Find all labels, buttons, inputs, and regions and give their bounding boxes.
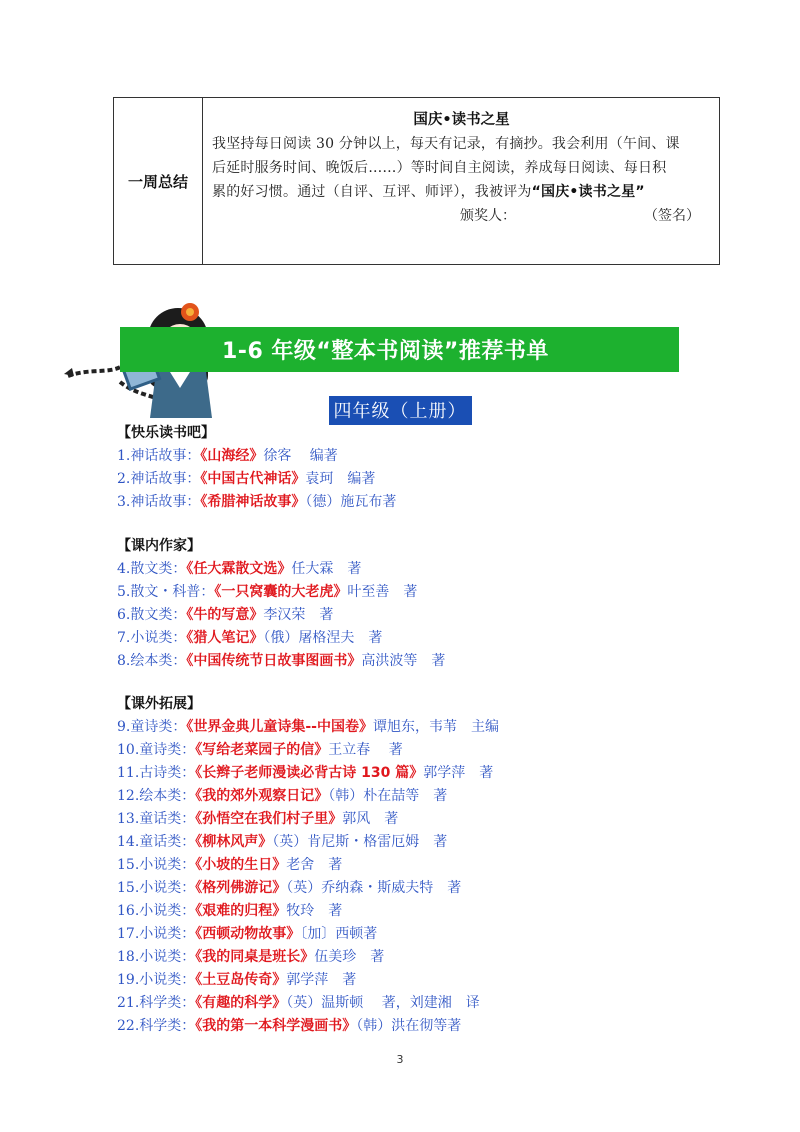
summary-award-highlight: “国庆•读书之星” — [531, 184, 645, 200]
grade-label: 四年级（上册） — [329, 396, 472, 425]
signature-label: （签名） — [644, 208, 700, 224]
book-item: 15.小说类：《格列佛游记》（英）乔纳森・斯威夫特 著 — [117, 880, 462, 896]
book-item: 11.古诗类：《长辫子老师漫读必背古诗 130 篇》郭学萍 著 — [117, 765, 494, 781]
book-item: 19.小说类：《土豆岛传奇》郭学萍 著 — [117, 972, 357, 988]
book-item: 10.童诗类：《写给老菜园子的信》王立春 著 — [117, 742, 403, 758]
weekly-summary-table — [113, 97, 720, 265]
book-item: 8.绘本类：《中国传统节日故事图画书》高洪波等 著 — [117, 653, 446, 669]
book-item: 22.科学类：《我的第一本科学漫画书》（韩）洪在彻等著 — [117, 1018, 462, 1034]
summary-label: 一周总结 — [114, 98, 203, 264]
book-item: 15.小说类：《小坡的生日》老舍 著 — [117, 857, 343, 873]
book-item: 14.童话类：《柳林风声》（英）肯尼斯・格雷厄姆 著 — [117, 834, 448, 850]
book-item: 17.小说类：《西顿动物故事》〔加〕西顿著 — [117, 926, 378, 942]
book-item: 13.童话类：《孙悟空在我们村子里》郭风 著 — [117, 811, 399, 827]
page-number: 3 — [396, 1053, 404, 1066]
signature-line — [212, 204, 711, 228]
book-item: 21.科学类：《有趣的科学》（英）温斯顿 著，刘建湘 译 — [117, 995, 480, 1011]
book-item: 16.小说类：《艰难的归程》牧玲 著 — [117, 903, 343, 919]
section-textbook-authors — [117, 535, 445, 673]
section-heading: 【课内作家】 — [117, 538, 201, 554]
section-happy-reading — [117, 422, 396, 514]
summary-line-1: 我坚持每日阅读 30 分钟以上，每天有记录，有摘抄。我会利用（午间、课 — [212, 136, 680, 152]
book-item: 2.神话故事：《中国古代神话》袁珂 编著 — [117, 471, 376, 487]
book-item: 4.散文类：《任大霖散文选》任大霖 著 — [117, 561, 362, 577]
section-heading: 【课外拓展】 — [117, 696, 201, 712]
book-item: 6.散文类：《牛的写意》李汉荣 著 — [117, 607, 334, 623]
summary-line-3 — [212, 180, 711, 204]
summary-line-2: 后延时服务时间、晚饭后……）等时间自主阅读，养成每日阅读、每日积 — [212, 160, 667, 176]
book-item: 9.童诗类：《世界金典儿童诗集--中国卷》谭旭东，韦苇 主编 — [117, 719, 499, 735]
section-extracurricular — [117, 693, 499, 1038]
summary-title: 国庆•读书之星 — [413, 112, 510, 128]
section-heading: 【快乐读书吧】 — [117, 425, 215, 441]
book-item: 1.神话故事：《山海经》徐客 编著 — [117, 448, 338, 464]
reading-list-banner — [120, 327, 679, 372]
book-item: 5.散文・科普：《一只窝囊的大老虎》叶至善 著 — [117, 584, 418, 600]
book-item: 18.小说类：《我的同桌是班长》伍美珍 著 — [117, 949, 385, 965]
book-item: 12.绘本类：《我的郊外观察日记》（韩）朴在喆等 著 — [117, 788, 448, 804]
awarder-label: 颁奖人： — [460, 208, 516, 224]
summary-line-3-prefix: 累的好习惯。通过（自评、互评、师评），我被评为 — [212, 184, 532, 200]
book-item: 3.神话故事：《希腊神话故事》（德）施瓦布著 — [117, 494, 397, 510]
grade-heading-wrap — [0, 396, 800, 425]
book-item: 7.小说类：《猎人笔记》（俄）屠格涅夫 著 — [117, 630, 383, 646]
summary-body — [203, 98, 719, 264]
banner-title: 1-6 年级“整本书阅读”推荐书单 — [222, 339, 549, 364]
